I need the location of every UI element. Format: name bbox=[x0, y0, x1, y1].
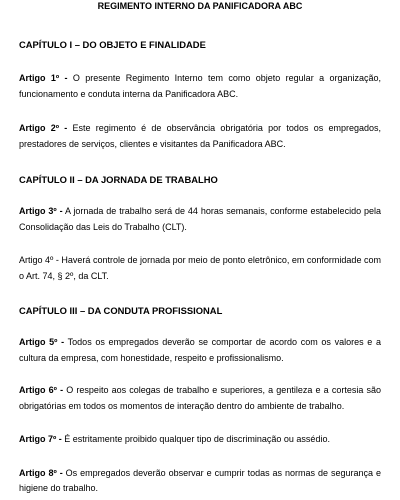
article-3-text: A jornada de trabalho será de 44 horas semanais, conforme estabelecido pela Consolidação das Leis do Trabalho (CLT). bbox=[19, 206, 381, 232]
article-7-text: É estritamente proibido qualquer tipo de discriminação ou assédio. bbox=[61, 434, 330, 444]
chapter-1-heading: CAPÍTULO I – DO OBJETO E FINALIDADE bbox=[19, 39, 206, 50]
article-3 bbox=[19, 204, 381, 235]
article-1-text: O presente Regimento Interno tem como objeto regular a organização, funcionamento e conduta interna da Panificadora ABC. bbox=[19, 73, 381, 99]
article-1 bbox=[19, 71, 381, 102]
article-7-label: Artigo 7º - bbox=[19, 434, 62, 444]
article-8-text: Os empregados deverão observar e cumprir todas as normas de segurança e higiene do trabalho. bbox=[19, 467, 381, 493]
chapter-2-heading: CAPÍTULO II – DA JORNADA DE TRABALHO bbox=[19, 174, 218, 185]
article-8 bbox=[19, 466, 381, 497]
title-block bbox=[19, 0, 381, 28]
article-4-text: Haverá controle de jornada por meio de ponto eletrônico, em conformidade com o Art. 74, § 2º, da CLT. bbox=[19, 255, 381, 281]
article-6-text: O respeito aos colegas de trabalho e superiores, a gentileza e a cortesia são obrigatórias em todos os momentos de interação dentro do ambiente de trabalho. bbox=[19, 385, 381, 411]
article-1-label: Artigo 1º - bbox=[19, 73, 68, 83]
article-4-label: Artigo 4º - bbox=[19, 255, 59, 265]
article-5 bbox=[19, 335, 381, 366]
article-5-label: Artigo 5º - bbox=[19, 337, 65, 347]
article-2-text: Este regimento é de observância obrigatória por todos os empregados, prestadores de serviços, clientes e visitantes da Panificadora ABC. bbox=[19, 123, 381, 149]
article-6 bbox=[19, 383, 381, 414]
chapter-3-heading: CAPÍTULO III – DA CONDUTA PROFISSIONAL bbox=[19, 305, 223, 316]
article-6-label: Artigo 6º - bbox=[19, 385, 64, 395]
article-4 bbox=[19, 253, 381, 284]
article-2 bbox=[19, 121, 381, 152]
article-2-label: Artigo 2º - bbox=[19, 123, 68, 133]
document-title: REGIMENTO INTERNO DA PANIFICADORA ABC bbox=[97, 1, 303, 11]
article-7 bbox=[19, 432, 381, 448]
article-8-label: Artigo 8º - bbox=[19, 467, 63, 478]
article-3-label: Artigo 3º - bbox=[19, 206, 63, 216]
article-5-text: Todos os empregados deverão se comportar de acordo com os valores e a cultura da empresa, com honestidade, respeito e profissionalismo. bbox=[19, 337, 381, 363]
